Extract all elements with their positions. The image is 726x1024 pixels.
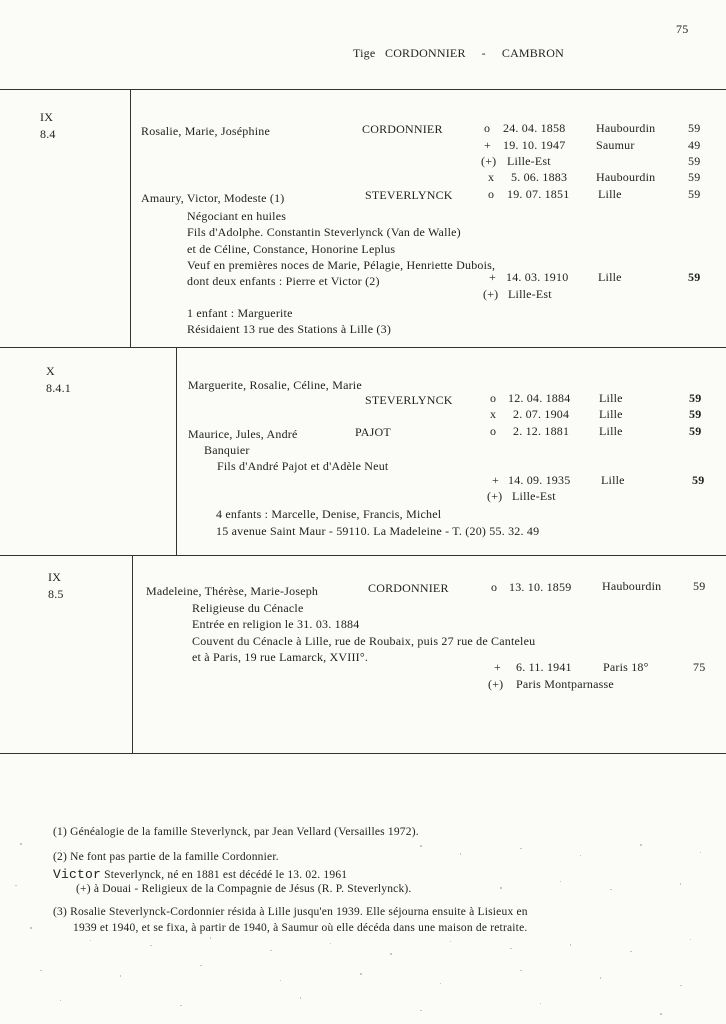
event-place: Lille [599, 424, 623, 438]
event-symbol: x [490, 407, 497, 421]
page-number: 75 [676, 22, 689, 36]
event-date: 6. 11. 1941 [516, 660, 572, 674]
person-surname: CORDONNIER [368, 581, 449, 595]
residence-line: Résidaient 13 rue des Stations à Lille (3) [187, 322, 392, 336]
children-line: 1 enfant : Marguerite [187, 306, 293, 320]
event-dept: 75 [693, 660, 706, 674]
event-date: 5. 06. 1883 [511, 170, 568, 184]
event-symbol: o [488, 187, 495, 201]
event-place: Lille [601, 473, 625, 487]
divider-section-1 [130, 89, 131, 347]
event-dept: 59 [689, 424, 702, 438]
event-date: 14. 03. 1910 [506, 270, 569, 284]
tige-label: Tige [353, 46, 376, 60]
event-symbol: (+) [487, 489, 503, 503]
event-symbol: o [484, 121, 491, 135]
note-line: Banquier [204, 443, 250, 457]
person-given-names: Madeleine, Thérèse, Marie-Joseph [146, 584, 319, 598]
generation-label: IX [48, 570, 62, 584]
page-title [353, 46, 564, 61]
footnote-2-rest: Steverlynck, né en 1881 est décédé le 13. 02. 1961 [104, 869, 348, 881]
note-line: Religieuse du Cénacle [192, 601, 304, 615]
event-date: 14. 09. 1935 [508, 473, 571, 487]
note-line: Veuf en premières noces de Marie, Pélagie, Henriette Dubois, [187, 258, 496, 272]
event-date: 24. 04. 1858 [503, 121, 566, 135]
event-symbol: + [484, 138, 491, 152]
event-date: 2. 07. 1904 [513, 407, 570, 421]
event-place: Lille [599, 407, 623, 421]
section-code: 8.4 [40, 127, 56, 141]
person-given-names: Marguerite, Rosalie, Céline, Marie [188, 378, 362, 392]
footnote-1: (1) Généalogie de la famille Steverlynck, par Jean Vellard (Versailles 1972). [53, 826, 419, 838]
person-given-names: Rosalie, Marie, Joséphine [141, 124, 270, 138]
family-name-right: CAMBRON [501, 46, 564, 60]
event-dept: 59 [688, 121, 701, 135]
spouse-given-names: Maurice, Jules, André [188, 427, 298, 441]
person-surname: STEVERLYNCK [365, 393, 453, 407]
rule-1 [0, 347, 726, 348]
event-dept: 49 [688, 138, 701, 152]
event-date: 13. 10. 1859 [509, 580, 572, 594]
spouse-given-names: Amaury, Victor, Modeste (1) [141, 191, 285, 205]
event-place: Saumur [596, 138, 635, 152]
event-date: 19. 07. 1851 [507, 187, 570, 201]
event-place: Lille [598, 187, 622, 201]
rule-bottom [0, 753, 726, 754]
event-symbol: (+) [483, 287, 499, 301]
scan-noise [0, 815, 726, 1024]
event-symbol: + [492, 473, 499, 487]
footnote-3: (3) Rosalie Steverlynck-Cordonnier résida à Lille jusqu'en 1939. Elle séjourna ensuite à Lisieux en [53, 906, 528, 918]
event-dept: 59 [688, 154, 701, 168]
footnote-2-burial: (+) à Douai - Religieux de la Compagnie de Jésus (R. P. Steverlynck). [76, 883, 412, 895]
event-date: 2. 12. 1881 [513, 424, 570, 438]
note-line: Couvent du Cénacle à Lille, rue de Roubaix, puis 27 rue de Canteleu [192, 634, 536, 648]
event-symbol: + [494, 660, 501, 674]
event-symbol: o [490, 391, 497, 405]
event-place: Haubourdin [596, 170, 656, 184]
section-code: 8.5 [48, 587, 64, 601]
title-separator: - [481, 46, 486, 60]
note-line: Fils d'Adolphe. Constantin Steverlynck (Van de Walle) [187, 225, 461, 239]
note-line: Négociant en huiles [187, 209, 287, 223]
note-line: et de Céline, Constance, Honorine Leplus [187, 242, 396, 256]
event-symbol: x [488, 170, 495, 184]
victor-name: Victor [53, 867, 102, 882]
spouse-surname: STEVERLYNCK [365, 188, 453, 202]
event-symbol: (+) [481, 154, 497, 168]
event-place: Paris 18° [603, 660, 649, 674]
divider-section-2 [176, 347, 177, 555]
event-place: Haubourdin [596, 121, 656, 135]
footnote-2: (2) Ne font pas partie de la famille Cordonnier. [53, 851, 279, 863]
family-name-left: CORDONNIER [384, 46, 466, 60]
event-symbol: + [489, 270, 496, 284]
event-place: Paris Montparnasse [516, 677, 614, 691]
event-place: Lille-Est [507, 154, 551, 168]
section-code: 8.4.1 [46, 381, 71, 395]
event-dept: 59 [689, 407, 702, 421]
event-date: 12. 04. 1884 [508, 391, 571, 405]
note-line: et à Paris, 19 rue Lamarck, XVIII°. [192, 650, 369, 664]
event-symbol: (+) [488, 677, 504, 691]
note-line: Entrée en religion le 31. 03. 1884 [192, 617, 360, 631]
generation-label: IX [40, 110, 54, 124]
footnote-2-detail [53, 867, 347, 882]
event-date: 19. 10. 1947 [503, 138, 566, 152]
rule-2 [0, 555, 726, 556]
spouse-surname: PAJOT [355, 425, 391, 439]
person-surname: CORDONNIER [362, 122, 443, 136]
event-symbol: o [491, 580, 498, 594]
note-line: dont deux enfants : Pierre et Victor (2) [187, 274, 380, 288]
event-place: Lille [599, 391, 623, 405]
rule-top [0, 89, 726, 90]
footnote-3-continued: 1939 et 1940, et se fixa, à partir de 1940, à Saumur où elle décéda dans une maison de retraite. [73, 922, 528, 934]
note-line: Fils d'André Pajot et d'Adèle Neut [217, 459, 389, 473]
event-place: Haubourdin [602, 579, 662, 593]
event-place: Lille-Est [512, 489, 556, 503]
address-line: 15 avenue Saint Maur - 59110. La Madeleine - T. (20) 55. 32. 49 [216, 524, 540, 538]
children-line: 4 enfants : Marcelle, Denise, Francis, Michel [216, 507, 442, 521]
generation-label: X [46, 364, 55, 378]
divider-section-3 [132, 555, 133, 753]
event-dept: 59 [692, 473, 705, 487]
event-dept: 59 [688, 170, 701, 184]
event-place: Lille [598, 270, 622, 284]
event-place: Lille-Est [508, 287, 552, 301]
event-dept: 59 [689, 391, 702, 405]
event-dept: 59 [688, 187, 701, 201]
event-symbol: o [490, 424, 497, 438]
event-dept: 59 [688, 270, 701, 284]
event-dept: 59 [693, 579, 706, 593]
